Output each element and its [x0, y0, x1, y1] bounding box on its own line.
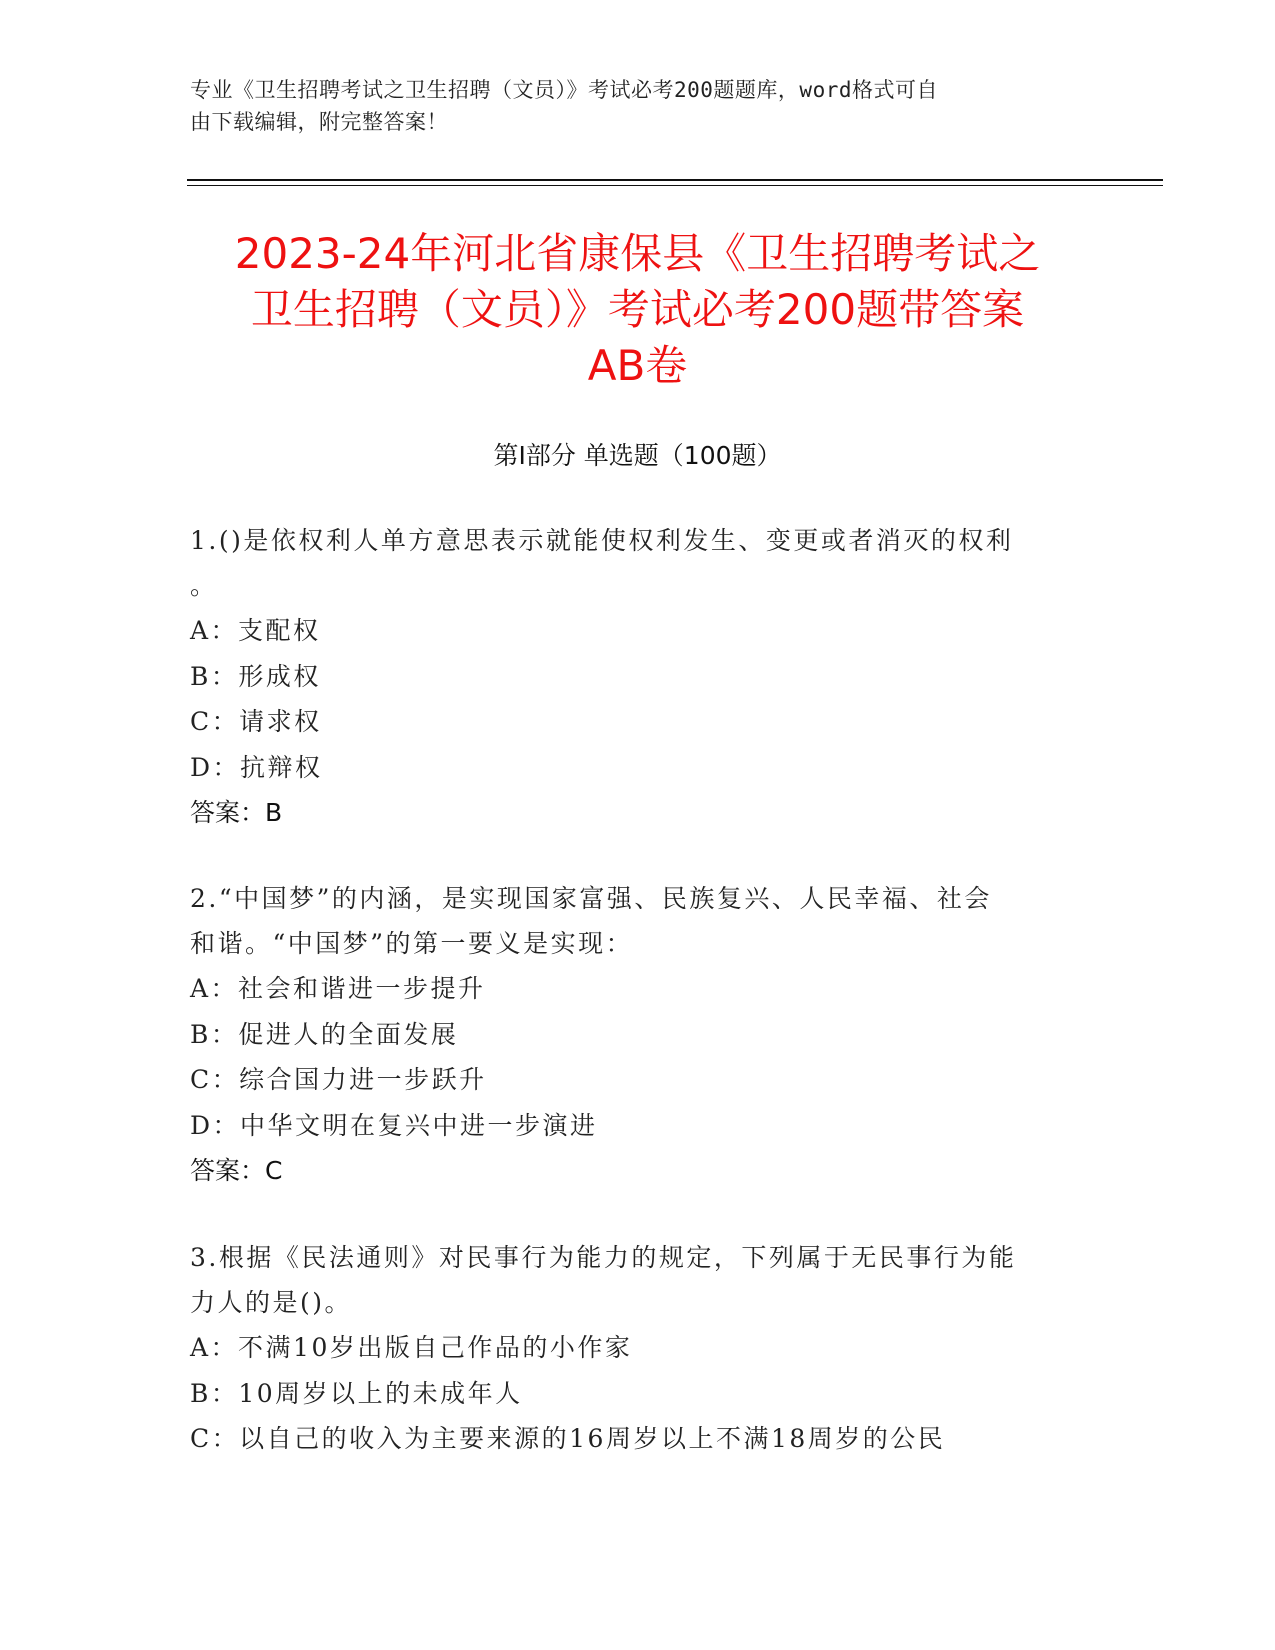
- section-heading: 第Ⅰ部分 单选题（100题）: [493, 441, 782, 470]
- document-title: [150, 226, 1125, 394]
- question-stem: 3.根据《民法通则》对民事行为能力的规定，下列属于无民事行为能: [190, 1243, 1017, 1272]
- question-3: [190, 1235, 1070, 1462]
- question-stem: 2.“中国梦”的内涵，是实现国家富强、民族复兴、人民幸福、社会: [190, 884, 992, 913]
- question-stem-cont: 力人的是()。: [190, 1288, 353, 1317]
- question-2: [190, 876, 1070, 1193]
- header-note: [190, 74, 1090, 138]
- title-line-2: 卫生招聘（文员）》考试必考200题带答案: [250, 285, 1025, 334]
- option-a: A：社会和谐进一步提升: [190, 974, 486, 1003]
- option-c: C：以自己的收入为主要来源的16周岁以上不满18周岁的公民: [190, 1424, 946, 1453]
- question-stem: 1.()是依权利人单方意思表示就能使权利发生、变更或者消灭的权利: [190, 526, 1014, 555]
- header-note-line-1: 专业《卫生招聘考试之卫生招聘（文员）》考试必考200题题库，word格式可自: [190, 78, 938, 102]
- option-c: C：请求权: [190, 707, 322, 736]
- option-c: C：综合国力进一步跃升: [190, 1065, 487, 1094]
- option-b: B：促进人的全面发展: [190, 1019, 459, 1049]
- question-stem-cont: 。: [190, 571, 218, 600]
- question-1: [190, 518, 1070, 835]
- title-line-3: AB卷: [587, 341, 688, 390]
- title-line-1: 2023-24年河北省康保县《卫生招聘考试之: [234, 229, 1041, 278]
- header-divider-thick: [187, 179, 1163, 181]
- question-stem-cont: 和谐。“中国梦”的第一要义是实现：: [190, 929, 634, 958]
- header-note-line-2: 由下载编辑，附完整答案！: [190, 110, 448, 134]
- option-d: D：抗辩权: [190, 752, 323, 782]
- header-divider-thin: [187, 185, 1163, 186]
- answer: 答案：B: [190, 798, 283, 827]
- option-b: B：10周岁以上的未成年人: [190, 1378, 523, 1408]
- option-d: D：中华文明在复兴中进一步演进: [190, 1110, 598, 1140]
- answer: 答案：C: [190, 1156, 283, 1185]
- option-b: B：形成权: [190, 661, 321, 691]
- option-a: A：支配权: [190, 616, 321, 645]
- option-a: A：不满10岁出版自己作品的小作家: [190, 1333, 633, 1362]
